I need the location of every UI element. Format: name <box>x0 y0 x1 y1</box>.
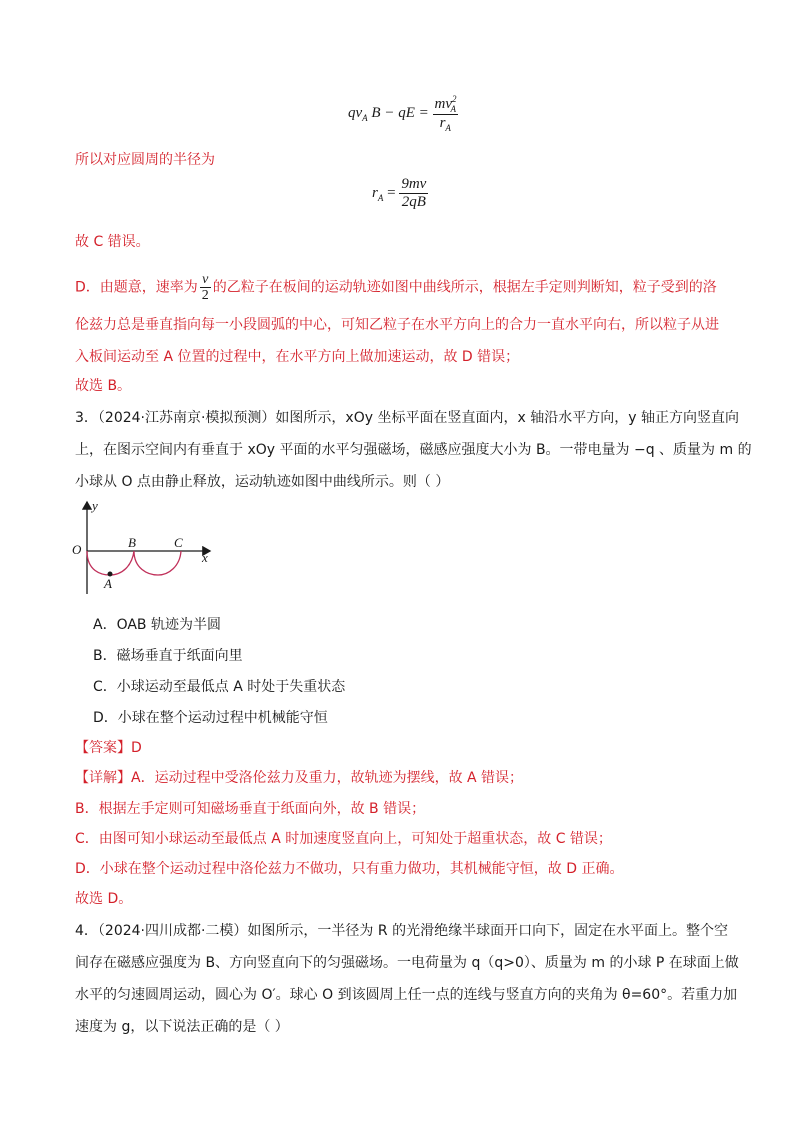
o-label: O <box>72 542 82 557</box>
c-label: C <box>174 535 183 550</box>
choose-b: 故选 B。 <box>75 378 132 394</box>
radius-text: 所以对应圆周的半径为 <box>75 152 215 168</box>
formula1-den-sub: A <box>445 123 451 133</box>
formula1-num-sup: 2 <box>452 94 457 104</box>
formula-radius <box>372 176 428 211</box>
formula1-den: r <box>439 115 446 131</box>
formula2-lhs-sub: A <box>377 192 384 203</box>
q3-option-c: C．小球运动至最低点 A 时处于失重状态 <box>93 679 346 695</box>
q3-option-d: D．小球在整个运动过程中机械能守恒 <box>93 710 328 726</box>
q3-option-b: B．磁场垂直于纸面向里 <box>93 648 243 664</box>
q3-line-1: 3．（2024·江苏南京·模拟预测）如图所示，xOy 坐标平面在竖直面内，x 轴沿水平方向，y 轴正方向竖直向 <box>75 410 739 426</box>
formula-force-balance <box>348 94 458 133</box>
d-line-1 <box>75 272 717 303</box>
formula2-lhs: r <box>372 184 378 201</box>
q3-detail-1: 【详解】A．运动过程中受洛伦兹力及重力，故轨迹为摆线，故 A 错误； <box>75 770 524 786</box>
y-label: y <box>92 498 98 513</box>
formula1-num: mv <box>434 96 452 112</box>
q3-choose: 故选 D。 <box>75 891 133 907</box>
q4-line-3: 水平的匀速圆周运动，圆心为 O′。球心 O 到该圆周上任一点的连线与竖直方向的夹角为 θ=60°。若重力加 <box>75 987 738 1003</box>
q3-detail-4: D．小球在整个运动过程中洛伦兹力不做功，只有重力做功，其机械能守恒，故 D 正确。 <box>75 861 624 877</box>
q4-line-2: 间存在磁感应强度为 B、方向竖直向下的匀强磁场。一电荷量为 q（q>0）、质量为 m 的小球 P 在球面上做 <box>75 955 739 971</box>
formula2-fraction <box>399 176 428 211</box>
d-frac-num: v <box>200 272 211 288</box>
x-label: x <box>202 550 208 565</box>
trajectory-curve <box>87 551 181 575</box>
d-part2: 的乙粒子在板间的运动轨迹如图中曲线所示，根据左手定则判断知，粒子受到的洛 <box>212 279 717 296</box>
formula1-lhs-b: B − qE = <box>371 104 429 121</box>
formula1-fraction <box>433 94 459 133</box>
formula1-num-sub: A <box>450 104 456 114</box>
q3-detail-2: B．根据左手定则可知磁场垂直于纸面向外，故 B 错误； <box>75 801 426 817</box>
c-wrong-text: 故 C 错误。 <box>75 234 150 250</box>
q4-line-1: 4．（2024·四川成都·二模）如图所示，一半径为 R 的光滑绝缘半球面开口向下，固定在水平面上。整个空 <box>75 923 729 939</box>
q3-line-3: 小球从 O 点由静止释放，运动轨迹如图中曲线所示。则（ ） <box>75 474 450 490</box>
q4-line-4: 速度为 g，以下说法正确的是（ ） <box>75 1019 289 1035</box>
q3-answer: 【答案】D <box>75 740 142 756</box>
q3-option-a: A．OAB 轨迹为半圆 <box>93 617 221 633</box>
trajectory-figure <box>70 496 220 596</box>
q3-detail-3: C．由图可知小球运动至最低点 A 时加速度竖直向上，可知处于超重状态，故 C 错误； <box>75 831 612 847</box>
d-frac-den: 2 <box>201 288 209 303</box>
a-label: A <box>104 576 112 591</box>
formula2-den: 2qB <box>401 194 426 210</box>
d-line-2: 伦兹力总是垂直指向每一小段圆弧的中心，可知乙粒子在水平方向上的合力一直水平向右，所以粒子从进 <box>75 317 719 333</box>
formula1-lhs-sub: A <box>362 112 368 123</box>
formula2-num: 9mv <box>401 176 427 192</box>
formula1-lhs-a: qv <box>348 104 363 121</box>
formula2-eq: = <box>387 184 396 201</box>
d-fraction <box>200 272 211 303</box>
b-label: B <box>128 535 136 550</box>
d-line-3: 入板间运动至 A 位置的过程中，在水平方向上做加速运动，故 D 错误； <box>75 349 520 365</box>
d-part1: D．由题意，速率为 <box>75 279 198 296</box>
q3-line-2: 上，在图示空间内有垂直于 xOy 平面的水平匀强磁场，磁感应强度大小为 B。一带电量为 −q 、质量为 m 的 <box>75 442 752 458</box>
